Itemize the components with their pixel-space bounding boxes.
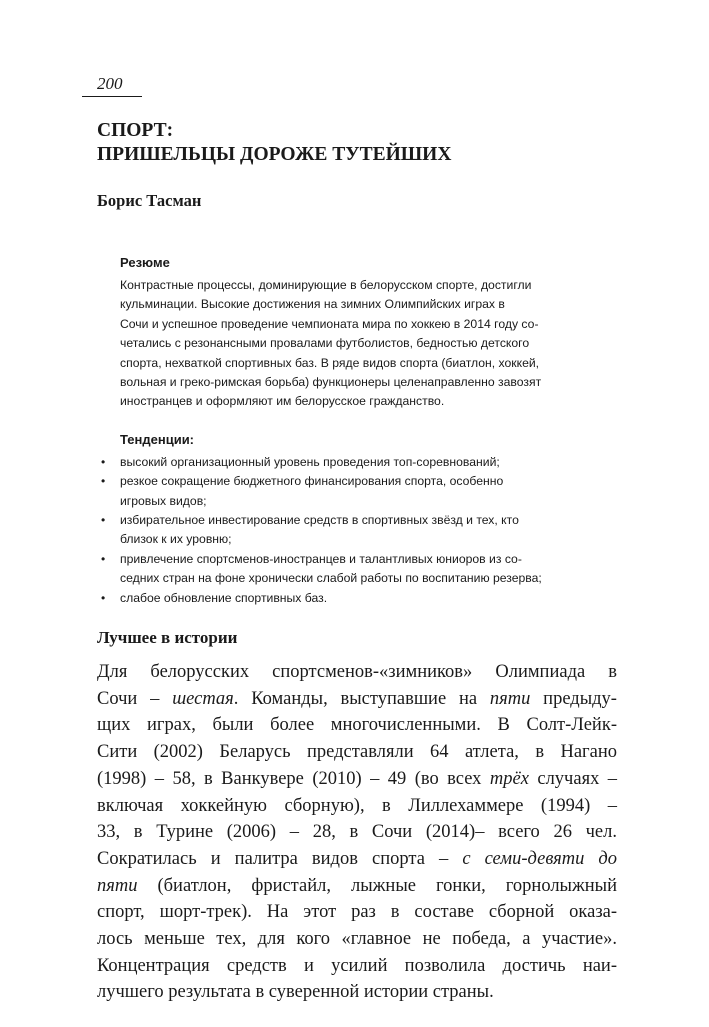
bullet-icon: • bbox=[101, 454, 106, 469]
body-line: Сити (2002) Беларусь представляли 64 атлета, в Нагано bbox=[97, 742, 617, 763]
trend-line: привлечение спортсменов-иностранцев и талантливых юниоров из со- bbox=[120, 551, 522, 566]
abstract-line: иностранцев и оформляют им белорусское гражданство. bbox=[120, 394, 445, 409]
body-line: щих играх, были более многочисленными. В Солт-Лейк- bbox=[97, 715, 617, 736]
trend-line: резкое сокращение бюджетного финансирования спорта, особенно bbox=[120, 474, 504, 489]
abstract-line: вольная и греко-римская борьба) функционеры целенаправленно завозят bbox=[120, 375, 542, 390]
trend-line: избирательное инвестирование средств в спортивных звёзд и тех, кто bbox=[120, 513, 519, 528]
trends-heading: Тенденции: bbox=[120, 431, 195, 447]
body-line: спорт, шорт-трек). На этот раз в составе сборной оказа- bbox=[97, 902, 617, 923]
section-body bbox=[97, 659, 617, 1006]
trend-item bbox=[101, 589, 590, 608]
body-line: включая хоккейную сборную), в Лиллехаммере (1994) – bbox=[97, 795, 617, 816]
body-line bbox=[97, 686, 617, 713]
body-text-run: Сочи – bbox=[97, 688, 173, 709]
article-author: Борис Тасман bbox=[97, 191, 202, 210]
body-line: лось меньше тех, для кого «главное не победа, а участие». bbox=[97, 929, 617, 950]
body-emphasis: пяти bbox=[97, 875, 138, 896]
body-emphasis: шестая bbox=[172, 688, 234, 709]
abstract-heading: Резюме bbox=[120, 255, 170, 270]
bullet-icon: • bbox=[101, 474, 106, 489]
body-line: Для белорусских спортсменов-«зимников» Олимпиада в bbox=[97, 662, 617, 682]
abstract-line: спорта, нехваткой спортивных баз. В ряде видов спорта (биатлон, хоккей, bbox=[120, 355, 540, 370]
body-text-run: (биатлон, фристайл, лыжные гонки, горнолыжный bbox=[137, 875, 617, 896]
article-title bbox=[97, 119, 451, 167]
trend-item bbox=[101, 472, 590, 511]
bullet-icon: • bbox=[101, 513, 106, 528]
bullet-icon: • bbox=[101, 551, 106, 566]
section-heading: Лучшее в истории bbox=[97, 628, 238, 647]
body-text-run: . Команды, выступавшие на bbox=[233, 688, 490, 709]
article-title-line: ПРИШЕЛЬЦЫ ДОРОЖЕ ТУТЕЙШИХ bbox=[97, 144, 452, 165]
page-number-rule bbox=[82, 96, 142, 97]
body-text-run: предыду- bbox=[530, 688, 617, 709]
body-text-run: случаях – bbox=[528, 768, 618, 789]
bullet-icon: • bbox=[101, 590, 106, 605]
body-emphasis: с семи-девяти до bbox=[462, 848, 617, 869]
abstract-line: Сочи и успешное проведение чемпионата мира по хоккею в 2014 году со- bbox=[120, 316, 539, 331]
body-line: лучшего результата в суверенной истории страны. bbox=[97, 982, 494, 1003]
abstract-line: кульминации. Высокие достижения на зимних Олимпийских играх в bbox=[120, 297, 505, 312]
trend-item bbox=[101, 511, 590, 550]
trend-item bbox=[101, 453, 590, 472]
trends-list bbox=[101, 453, 590, 608]
abstract-line: Контрастные процессы, доминирующие в белорусском спорте, достигли bbox=[120, 278, 532, 292]
trend-item bbox=[101, 550, 590, 589]
body-line bbox=[97, 766, 617, 793]
body-line: 33, в Турине (2006) – 28, в Сочи (2014)– всего 26 чел. bbox=[97, 822, 617, 843]
body-line: Концентрация средств и усилий позволила достичь наи- bbox=[97, 955, 617, 976]
body-emphasis: пяти bbox=[489, 688, 531, 709]
abstract-line: четались с резонансными провалами футболистов, бедностью детского bbox=[120, 336, 530, 351]
abstract-text bbox=[120, 276, 590, 412]
article-title-line: СПОРТ: bbox=[97, 120, 174, 141]
page-number: 200 bbox=[97, 74, 123, 93]
body-text-run: (1998) – 58, в Ванкувере (2010) – 49 (во всех bbox=[97, 768, 490, 789]
body-line bbox=[97, 873, 617, 900]
body-line bbox=[97, 846, 617, 873]
trend-line: седних стран на фоне хронически слабой работы по воспитанию резерва; bbox=[120, 571, 542, 586]
trend-line: высокий организационный уровень проведения топ-соревнований; bbox=[120, 454, 500, 469]
trend-line: слабое обновление спортивных баз. bbox=[120, 590, 328, 605]
body-emphasis: трёх bbox=[489, 768, 529, 789]
abstract-block bbox=[101, 254, 590, 608]
trend-line: близок к их уровню; bbox=[120, 532, 232, 547]
trend-line: игровых видов; bbox=[120, 493, 207, 508]
body-text-run: Сократилась и палитра видов спорта – bbox=[97, 848, 463, 869]
